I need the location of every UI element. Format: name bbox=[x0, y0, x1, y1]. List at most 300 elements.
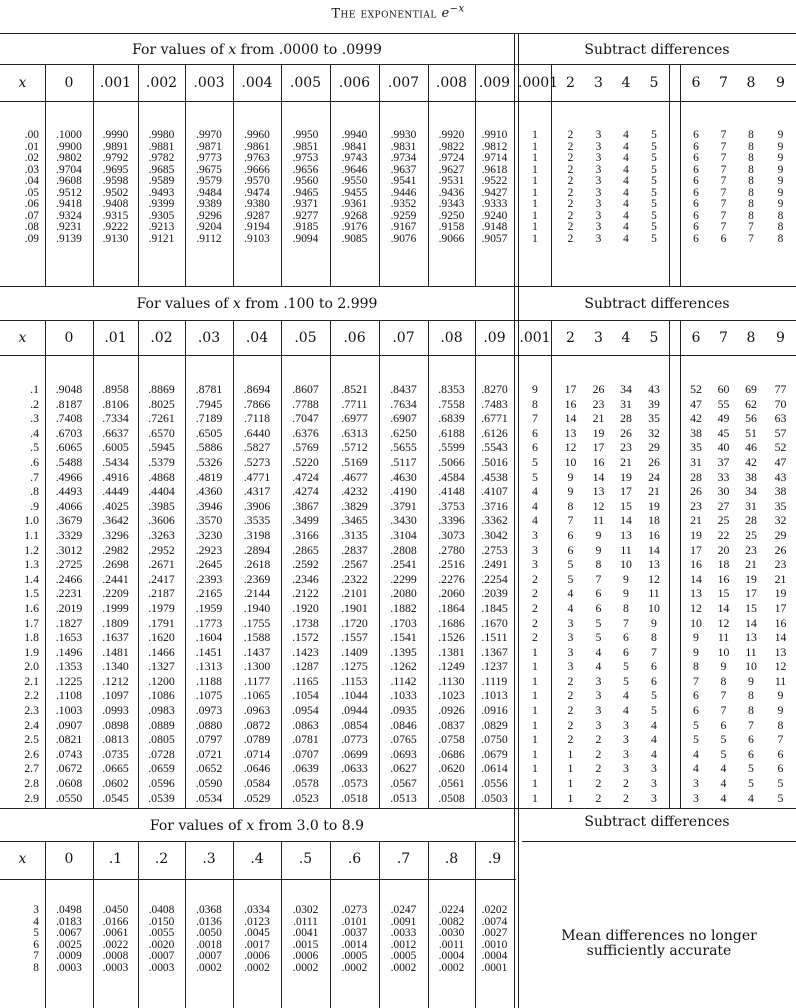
table-cell: 1 bbox=[532, 659, 538, 674]
table-cell: 9 bbox=[623, 571, 629, 586]
table-cell: .0450 bbox=[102, 904, 129, 916]
table-cell: .2039 bbox=[481, 586, 508, 601]
table-cell: .2322 bbox=[341, 571, 368, 586]
table-cell: 1.2 bbox=[24, 542, 39, 557]
table-cell: .9296 bbox=[196, 209, 222, 222]
table-cell: .2837 bbox=[341, 542, 368, 557]
section1-column bbox=[428, 130, 475, 245]
table-cell: .9389 bbox=[196, 198, 222, 210]
table-cell: 3 bbox=[693, 790, 699, 805]
table-cell: .9408 bbox=[102, 198, 129, 210]
table-cell: .0614 bbox=[481, 761, 508, 776]
table-cell: 1 bbox=[532, 221, 538, 233]
table-cell: .5326 bbox=[195, 454, 223, 469]
s1-heading-range: from .0000 to .0999 bbox=[240, 42, 382, 58]
table-cell: .1637 bbox=[102, 630, 129, 645]
table-cell: .9675 bbox=[196, 163, 222, 176]
table-cell: .9891 bbox=[102, 140, 129, 153]
table-cell: .9185 bbox=[292, 221, 319, 233]
table-cell: 12 bbox=[774, 659, 787, 674]
table-cell: .9076 bbox=[390, 232, 417, 245]
table-cell: 4 bbox=[651, 746, 657, 761]
table-cell: .3104 bbox=[390, 527, 417, 542]
section2-col-header: 0 bbox=[64, 330, 74, 346]
table-cell: 13 bbox=[648, 557, 660, 572]
table-cell: 6 bbox=[693, 688, 699, 703]
table-cell: .9130 bbox=[102, 232, 129, 245]
section2-col-header: .07 bbox=[392, 330, 415, 346]
table-cell: .1791 bbox=[148, 615, 175, 630]
table-cell: .9724 bbox=[438, 152, 465, 164]
table-cell: .0001 bbox=[481, 961, 508, 974]
table-cell: .0030 bbox=[438, 927, 465, 940]
table-cell: 4 bbox=[567, 586, 574, 601]
table-cell: .0150 bbox=[148, 915, 175, 928]
table-cell: 6 bbox=[693, 175, 699, 187]
section1-diff-column bbox=[682, 130, 710, 245]
table-cell: 9 bbox=[777, 186, 784, 199]
table-cell: 7 bbox=[720, 688, 727, 703]
table-cell: .9940 bbox=[341, 129, 368, 141]
table-cell: .3396 bbox=[438, 513, 465, 528]
table-cell: .1237 bbox=[481, 659, 508, 674]
table-cell: .0529 bbox=[243, 790, 271, 805]
table-cell: .1165 bbox=[292, 673, 319, 688]
table-cell: .9589 bbox=[148, 175, 175, 187]
s1-heading-var: x bbox=[228, 42, 237, 58]
section1-column bbox=[281, 130, 330, 245]
table-cell: .0963 bbox=[243, 703, 271, 718]
table-cell: .1864 bbox=[438, 600, 465, 615]
table-cell: 2.1 bbox=[24, 673, 39, 688]
table-cell: .1313 bbox=[195, 659, 223, 674]
table-cell: .0136 bbox=[196, 915, 222, 928]
table-cell: 11 bbox=[648, 586, 660, 601]
table-cell: 11 bbox=[717, 630, 730, 645]
table-cell: .0707 bbox=[292, 746, 319, 761]
table-cell: .0880 bbox=[195, 717, 223, 732]
table-cell: 2.9 bbox=[24, 790, 39, 805]
table-cell: 5 bbox=[720, 746, 727, 761]
table-cell: .1327 bbox=[148, 659, 175, 674]
section2-diff-column bbox=[585, 382, 612, 805]
section2-column bbox=[45, 382, 93, 805]
table-cell: .0247 bbox=[390, 904, 417, 916]
table-cell: 25 bbox=[717, 513, 730, 528]
table-cell: .9222 bbox=[102, 221, 129, 233]
table-cell: 2.5 bbox=[24, 732, 39, 747]
table-cell: .4404 bbox=[148, 484, 175, 499]
table-cell: .07 bbox=[24, 209, 39, 222]
page-title bbox=[0, 4, 796, 21]
table-cell: 5 bbox=[595, 615, 602, 630]
table-cell: .9094 bbox=[292, 232, 319, 245]
table-cell: 9 bbox=[720, 659, 727, 674]
table-cell: .0101 bbox=[341, 915, 368, 928]
table-cell: .6065 bbox=[55, 440, 83, 455]
table-cell: .1367 bbox=[481, 644, 508, 659]
section1-diff-header: 6 bbox=[691, 75, 701, 91]
table-cell: 3 bbox=[623, 732, 629, 747]
section1-col-header: .006 bbox=[338, 75, 371, 91]
table-cell: 5 bbox=[651, 688, 657, 703]
table-cell: .8106 bbox=[102, 396, 129, 411]
table-cell: .0735 bbox=[102, 746, 129, 761]
table-cell: 19 bbox=[620, 469, 632, 484]
section2-diff-rule-b bbox=[680, 321, 681, 808]
table-cell: 1.5 bbox=[24, 586, 39, 601]
table-cell: 4 bbox=[532, 513, 538, 528]
table-cell: 14 bbox=[717, 600, 730, 615]
table-cell: .7711 bbox=[341, 396, 368, 411]
table-cell: 14 bbox=[745, 615, 757, 630]
section2-column bbox=[233, 382, 281, 805]
table-cell: .2441 bbox=[102, 571, 129, 586]
table-cell: .0898 bbox=[102, 717, 129, 732]
table-cell: 4 bbox=[532, 484, 538, 499]
table-cell: 15 bbox=[620, 498, 632, 513]
table-cell: .4 bbox=[30, 425, 39, 440]
table-cell: .5599 bbox=[438, 440, 465, 455]
table-cell: .0018 bbox=[196, 938, 222, 951]
table-cell: 1 bbox=[532, 673, 538, 688]
rule-s2-colheads bbox=[0, 355, 796, 356]
table-cell: .9361 bbox=[341, 198, 368, 210]
section2-diff-rule-a bbox=[669, 321, 670, 808]
table-cell: .0837 bbox=[438, 717, 465, 732]
table-cell: 45 bbox=[717, 425, 730, 440]
table-cell: 3 bbox=[595, 673, 602, 688]
table-cell: .9277 bbox=[292, 209, 319, 222]
table-cell: .1249 bbox=[438, 659, 465, 674]
table-cell: .0916 bbox=[481, 703, 508, 718]
table-cell: 34 bbox=[620, 382, 632, 396]
table-cell: .0050 bbox=[196, 927, 222, 940]
title-expression bbox=[441, 6, 464, 21]
table-cell: 19 bbox=[648, 498, 660, 513]
table-cell: 2.0 bbox=[24, 659, 39, 674]
table-cell: 26 bbox=[774, 542, 787, 557]
table-cell: .9637 bbox=[390, 163, 417, 176]
table-cell: 7 bbox=[748, 717, 754, 732]
table-cell: .2369 bbox=[243, 571, 271, 586]
table-cell: 8 bbox=[777, 209, 784, 222]
table-cell: 23 bbox=[620, 440, 632, 455]
section2-diff-header: 3 bbox=[594, 330, 603, 346]
section2-diff-header: 9 bbox=[776, 330, 785, 346]
table-cell: .1541 bbox=[390, 630, 417, 645]
table-cell: .4868 bbox=[148, 469, 175, 484]
table-cell: .1920 bbox=[292, 600, 319, 615]
table-cell: 42 bbox=[745, 454, 757, 469]
table-cell: .3679 bbox=[55, 513, 83, 528]
table-cell: .0596 bbox=[148, 776, 175, 791]
table-cell: .0045 bbox=[244, 927, 270, 940]
table-cell: .4274 bbox=[292, 484, 319, 499]
table-cell: .0926 bbox=[438, 703, 465, 718]
table-cell: 56 bbox=[745, 411, 757, 426]
table-cell: .2645 bbox=[195, 557, 223, 572]
table-cell: 4 bbox=[623, 209, 629, 222]
table-cell: .9646 bbox=[341, 163, 368, 176]
table-cell: 3 bbox=[567, 615, 574, 630]
table-cell: .6505 bbox=[195, 425, 223, 440]
table-cell: .0983 bbox=[148, 703, 175, 718]
section1-diff-header: .0001 bbox=[518, 75, 559, 91]
table-cell: .0789 bbox=[243, 732, 271, 747]
table-cell: .1451 bbox=[195, 644, 223, 659]
table-cell: .7189 bbox=[195, 411, 223, 426]
section1-diff-rule-b bbox=[680, 65, 681, 286]
table-cell: .9881 bbox=[148, 140, 175, 153]
table-cell: .0993 bbox=[102, 703, 129, 718]
table-cell: 4 bbox=[623, 232, 629, 245]
table-cell: 16 bbox=[564, 396, 577, 411]
table-cell: 6 bbox=[720, 717, 727, 732]
table-cell: .4677 bbox=[341, 469, 368, 484]
table-cell: .01 bbox=[24, 140, 39, 153]
table-cell: .2276 bbox=[438, 571, 465, 586]
table-cell: .9380 bbox=[244, 198, 270, 210]
table-cell: 5 bbox=[651, 198, 657, 210]
table-cell: 6 bbox=[748, 732, 754, 747]
table-cell: .0002 bbox=[341, 961, 368, 974]
table-cell: 4 bbox=[567, 600, 574, 615]
table-cell: 5 bbox=[693, 717, 699, 732]
table-cell: 2 bbox=[623, 790, 629, 805]
table-cell: 7 bbox=[720, 175, 727, 187]
table-cell: 47 bbox=[690, 396, 702, 411]
table-cell: .5379 bbox=[148, 454, 175, 469]
section3-column bbox=[281, 905, 330, 975]
table-cell: .2753 bbox=[481, 542, 508, 557]
table-cell: .0646 bbox=[243, 761, 271, 776]
table-cell: 16 bbox=[774, 615, 787, 630]
section2-diff-column bbox=[737, 382, 765, 805]
table-cell: 7 bbox=[748, 221, 754, 233]
table-cell: 8 bbox=[777, 232, 784, 245]
table-cell: .0123 bbox=[244, 915, 270, 928]
table-cell: .2187 bbox=[148, 586, 175, 601]
rule-s2-top bbox=[0, 286, 796, 287]
table-cell: 21 bbox=[690, 513, 702, 528]
table-cell: 27 bbox=[717, 498, 730, 513]
table-cell: .0202 bbox=[481, 904, 508, 916]
table-cell: .5543 bbox=[481, 440, 508, 455]
table-cell: .5886 bbox=[195, 440, 223, 455]
section3-col-header: .1 bbox=[108, 851, 123, 867]
table-cell: .1755 bbox=[243, 615, 271, 630]
table-cell: 2 bbox=[567, 732, 574, 747]
table-cell: 17 bbox=[774, 600, 787, 615]
table-cell: .9531 bbox=[438, 175, 465, 187]
table-cell: 6 bbox=[693, 163, 699, 176]
table-cell: 5 bbox=[567, 557, 574, 572]
table-cell: .0627 bbox=[390, 761, 417, 776]
section1-col-header: .008 bbox=[435, 75, 468, 91]
table-cell: .6440 bbox=[243, 425, 271, 440]
table-cell: .9259 bbox=[390, 209, 417, 222]
table-cell: .6 bbox=[30, 454, 39, 469]
table-cell: 8 bbox=[748, 198, 754, 210]
table-cell: 8 bbox=[33, 961, 39, 974]
table-cell: .0699 bbox=[341, 746, 368, 761]
table-cell: .9666 bbox=[244, 163, 270, 176]
s1-diff-heading: Subtract differences bbox=[584, 42, 730, 58]
table-cell: 2 bbox=[595, 732, 602, 747]
section2-diff-header: 7 bbox=[719, 330, 728, 346]
table-cell: .0846 bbox=[390, 717, 417, 732]
table-cell: .6313 bbox=[341, 425, 368, 440]
table-cell: .2567 bbox=[341, 557, 368, 572]
table-cell: .0639 bbox=[292, 761, 319, 776]
section1-col-header: .009 bbox=[478, 75, 511, 91]
table-cell: 9 bbox=[595, 542, 602, 557]
table-cell: .0550 bbox=[55, 790, 83, 805]
table-cell: .0633 bbox=[341, 761, 368, 776]
table-cell: .0408 bbox=[148, 904, 175, 916]
table-cell: 19 bbox=[745, 571, 757, 586]
table-cell: .6977 bbox=[341, 411, 368, 426]
table-cell: .0022 bbox=[102, 938, 129, 951]
table-cell: .8781 bbox=[195, 382, 223, 396]
table-cell: 4 bbox=[623, 175, 629, 187]
table-cell: 21 bbox=[620, 454, 632, 469]
table-cell: 9 bbox=[748, 673, 754, 688]
table-cell: 37 bbox=[717, 454, 730, 469]
section2-column bbox=[379, 382, 428, 805]
table-cell: 23 bbox=[592, 396, 605, 411]
table-cell: 6 bbox=[693, 129, 699, 141]
table-cell: .0620 bbox=[438, 761, 465, 776]
table-cell: .9287 bbox=[244, 209, 270, 222]
table-cell: 8 bbox=[693, 659, 699, 674]
table-cell: 2 bbox=[567, 198, 574, 210]
table-cell: 5 bbox=[623, 659, 629, 674]
section2-diff-column bbox=[710, 382, 737, 805]
table-cell: 39 bbox=[648, 396, 660, 411]
table-cell: 16 bbox=[648, 527, 660, 542]
table-cell: 7 bbox=[720, 163, 727, 176]
table-cell: 7 bbox=[567, 513, 574, 528]
table-cell: 1 bbox=[532, 140, 538, 153]
table-cell: 29 bbox=[774, 527, 787, 542]
s3-heading bbox=[0, 818, 514, 834]
table-cell: .1882 bbox=[390, 600, 417, 615]
table-cell: 26 bbox=[690, 484, 702, 499]
table-cell: 6 bbox=[651, 673, 657, 688]
table-cell: 4 bbox=[623, 688, 629, 703]
table-cell: 8 bbox=[748, 140, 754, 153]
table-cell: .0821 bbox=[55, 732, 83, 747]
table-cell: 62 bbox=[745, 396, 757, 411]
table-cell: .9970 bbox=[196, 129, 222, 141]
rule-s3-diffheading bbox=[522, 841, 796, 842]
table-cell: .1511 bbox=[481, 630, 508, 645]
table-cell: 25 bbox=[745, 527, 757, 542]
table-cell: 2 bbox=[532, 630, 538, 645]
table-cell: 3 bbox=[623, 761, 629, 776]
table-cell: .1572 bbox=[292, 630, 319, 645]
section3-column bbox=[0, 905, 39, 975]
table-cell: .6126 bbox=[481, 425, 508, 440]
table-cell: .9685 bbox=[148, 163, 175, 176]
table-cell: .2982 bbox=[102, 542, 129, 557]
table-cell: .2894 bbox=[243, 542, 271, 557]
table-cell: .0758 bbox=[438, 732, 465, 747]
table-cell: 2 bbox=[532, 600, 538, 615]
table-cell: 22 bbox=[717, 527, 730, 542]
table-cell: 3 bbox=[595, 163, 602, 176]
table-cell: .6376 bbox=[292, 425, 319, 440]
table-cell: 23 bbox=[774, 557, 787, 572]
table-cell: .9512 bbox=[56, 186, 82, 199]
table-cell: .0659 bbox=[148, 761, 175, 776]
table-cell: .0183 bbox=[56, 915, 82, 928]
table-cell: 7 bbox=[720, 209, 727, 222]
table-cell: .9773 bbox=[196, 152, 222, 164]
table-cell: .9541 bbox=[390, 175, 417, 187]
table-cell: .9598 bbox=[102, 175, 129, 187]
table-cell: 1 bbox=[532, 688, 538, 703]
section1-col-header: .002 bbox=[145, 75, 178, 91]
table-cell: .0773 bbox=[341, 732, 368, 747]
section2-col-header: x bbox=[18, 330, 27, 346]
table-cell: .4916 bbox=[102, 469, 129, 484]
table-cell: 11 bbox=[592, 513, 605, 528]
table-cell: 5 bbox=[748, 776, 754, 791]
table-cell: 4 bbox=[623, 221, 629, 233]
section1-column bbox=[185, 130, 233, 245]
table-cell: .6005 bbox=[102, 440, 129, 455]
table-cell: .1287 bbox=[292, 659, 319, 674]
section2-diff-header: .001 bbox=[519, 330, 551, 346]
table-cell: .9352 bbox=[390, 198, 417, 210]
table-cell: .9176 bbox=[341, 221, 368, 233]
table-cell: 55 bbox=[717, 396, 730, 411]
table-cell: .7261 bbox=[148, 411, 175, 426]
section1-column bbox=[379, 130, 428, 245]
table-cell: .0017 bbox=[244, 938, 270, 951]
table-cell: 4 bbox=[651, 717, 657, 732]
table-cell: .3362 bbox=[481, 513, 508, 528]
table-cell: .1979 bbox=[148, 600, 175, 615]
section3-col-header: x bbox=[18, 851, 27, 867]
table-cell: .9213 bbox=[148, 221, 175, 233]
table-cell: .1496 bbox=[55, 644, 83, 659]
table-cell: 4 bbox=[720, 761, 727, 776]
table-cell: 8 bbox=[748, 209, 754, 222]
table-cell: .0693 bbox=[390, 746, 417, 761]
table-cell: .2165 bbox=[195, 586, 223, 601]
section1-col-header: 0 bbox=[64, 75, 74, 91]
table-cell: 17 bbox=[690, 542, 702, 557]
table-cell: .1901 bbox=[341, 600, 368, 615]
section3-col-header: .4 bbox=[250, 851, 264, 867]
table-cell: .5 bbox=[30, 440, 39, 455]
table-cell: .0368 bbox=[196, 904, 222, 916]
table-cell: .9121 bbox=[148, 232, 175, 245]
table-cell: 3 bbox=[595, 198, 602, 210]
note-line-1: Mean differences no longer bbox=[561, 928, 757, 944]
table-cell: 4 bbox=[623, 186, 629, 199]
table-cell: .3042 bbox=[481, 527, 508, 542]
table-cell: 14 bbox=[774, 630, 787, 645]
table-cell: 3 bbox=[651, 790, 657, 805]
table-cell: 11 bbox=[774, 673, 787, 688]
table-cell: 33 bbox=[717, 469, 730, 484]
table-cell: .9085 bbox=[341, 232, 368, 245]
